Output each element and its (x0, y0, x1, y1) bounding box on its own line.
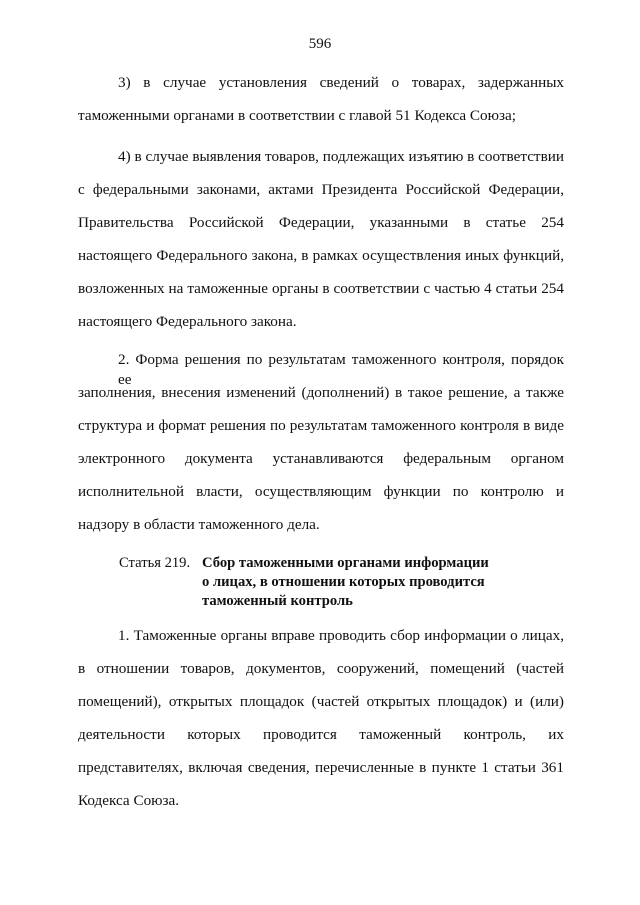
article-title (202, 554, 532, 611)
article-label: Статья 219. (119, 555, 191, 571)
text-line: настоящего Федерального закона, в рамках осуществления иных функций, (78, 247, 564, 264)
text-line: возложенных на таможенные органы в соответствии с частью 4 статьи 254 (78, 280, 564, 297)
text-line: 1. Таможенные органы вправе проводить сбор информации о лицах, (118, 627, 564, 644)
article-title-line: о лицах, в отношении которых проводится (202, 574, 485, 590)
article-title-line: Сбор таможенными органами информации (202, 555, 489, 571)
paragraph-section-2 (78, 350, 564, 535)
text-line: заполнения, внесения изменений (дополнений) в такое решение, а также (78, 384, 564, 401)
text-line: помещений), открытых площадок (частей открытых площадок) и (или) (78, 693, 564, 710)
text-line: 2. Форма решения по результатам таможенного контроля, порядок ее (118, 351, 564, 388)
text-line: представителях, включая сведения, перечисленные в пункте 1 статьи 361 (78, 759, 564, 776)
text-line: Правительства Российской Федерации, указанными в статье 254 (78, 214, 564, 231)
text-line: структура и формат решения по результатам таможенного контроля в виде (78, 417, 564, 434)
paragraph-item-4 (78, 147, 564, 332)
text-line: надзору в области таможенного дела. (78, 516, 320, 533)
paragraph-item-3 (78, 73, 564, 126)
text-line: 4) в случае выявления товаров, подлежащих изъятию в соответствии (118, 148, 564, 165)
text-line: таможенными органами в соответствии с главой 51 Кодекса Союза; (78, 107, 516, 124)
text-line: с федеральными законами, актами Президента Российской Федерации, (78, 181, 564, 198)
text-line: Кодекса Союза. (78, 792, 180, 809)
text-line: исполнительной власти, осуществляющим функции по контролю и (78, 483, 564, 500)
text-line: в отношении товаров, документов, сооружений, помещений (частей (78, 660, 564, 677)
text-line: электронного документа устанавливаются федеральным органом (78, 450, 564, 467)
text-line: деятельности которых проводится таможенный контроль, их (78, 726, 564, 743)
page-number: 596 (308, 36, 332, 52)
article-title-line: таможенный контроль (202, 593, 353, 609)
paragraph-article-219-part-1 (78, 626, 564, 811)
text-line: настоящего Федерального закона. (78, 313, 297, 330)
text-line: 3) в случае установления сведений о товарах, задержанных (118, 74, 564, 91)
